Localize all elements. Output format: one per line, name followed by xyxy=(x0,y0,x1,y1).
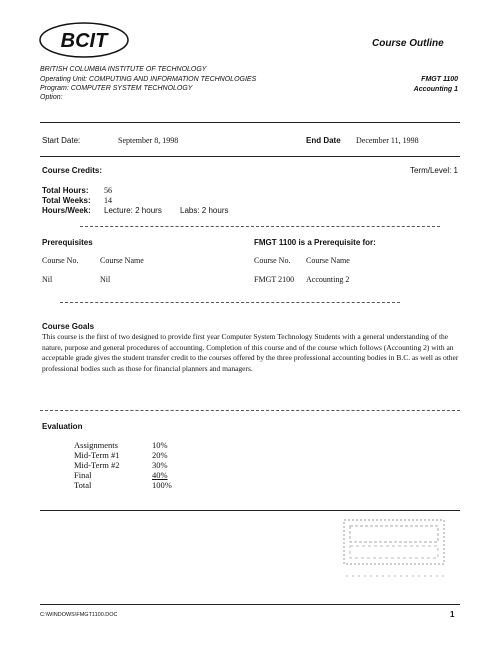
divider xyxy=(40,156,460,157)
eval-total-value: 100% xyxy=(152,480,172,490)
divider xyxy=(40,122,460,123)
prereq-row-course-no: Nil xyxy=(42,275,53,284)
total-hours-value: 56 xyxy=(104,186,112,195)
prereq-col-course-no: Course No. xyxy=(42,256,79,265)
prereq-for-col-course-name: Course Name xyxy=(306,256,350,265)
divider xyxy=(40,410,460,411)
eval-total-name: Total xyxy=(74,480,92,490)
start-date-label: Start Date: xyxy=(42,136,81,145)
divider xyxy=(80,226,440,227)
hours-week-label: Hours/Week: xyxy=(42,206,91,215)
eval-item-value: 30% xyxy=(152,460,168,470)
start-date-value: September 8, 1998 xyxy=(118,136,179,145)
lecture-hours: Lecture: 2 hours xyxy=(104,206,162,215)
divider xyxy=(40,604,460,605)
page-number: 1 xyxy=(450,610,455,619)
course-name: Accounting 1 xyxy=(413,86,458,93)
doc-title: Course Outline xyxy=(372,38,444,49)
course-credits-label: Course Credits: xyxy=(42,166,103,175)
end-date-value: December 11, 1998 xyxy=(356,136,419,145)
eval-item-name: Final xyxy=(74,470,92,480)
end-date-label: End Date xyxy=(306,136,341,145)
footer-file-path: C:\WINDOWS\FMGT1100.DOC xyxy=(40,612,118,618)
eval-item-name: Mid-Term #2 xyxy=(74,460,120,470)
operating-unit: Operating Unit: COMPUTING AND INFORMATION TECHNOLOGIES xyxy=(40,76,257,83)
eval-item-name: Mid-Term #1 xyxy=(74,450,120,460)
divider xyxy=(40,510,460,511)
prereq-row-course-name: Nil xyxy=(100,275,111,284)
evaluation-title: Evaluation xyxy=(42,422,83,431)
eval-item-value: 20% xyxy=(152,450,168,460)
institute-name: BRITISH COLUMBIA INSTITUTE OF TECHNOLOGY xyxy=(40,66,207,73)
total-hours-label: Total Hours: xyxy=(42,186,89,195)
eval-item-value: 40% xyxy=(152,470,168,480)
eval-item-value: 10% xyxy=(152,440,168,450)
prerequisites-title: Prerequisites xyxy=(42,238,93,247)
bcit-logo xyxy=(38,20,130,60)
term-level: Term/Level: 1 xyxy=(409,166,458,175)
course-goals-title: Course Goals xyxy=(42,322,95,331)
program: Program: COMPUTER SYSTEM TECHNOLOGY xyxy=(40,85,193,92)
option: Option: xyxy=(40,94,63,101)
lab-hours: Labs: 2 hours xyxy=(180,206,229,215)
eval-item-name: Assignments xyxy=(74,440,118,450)
total-weeks-label: Total Weeks: xyxy=(42,196,91,205)
prereq-col-course-name: Course Name xyxy=(100,256,144,265)
course-code: FMGT 1100 xyxy=(421,76,458,83)
logo-text: BCIT xyxy=(60,30,108,52)
course-goals-text: This course is the first of two designed to provide first year Computer System Technology Students with a general understanding of the nature, purpose and general procedures of accounting. Completion of this course and of the course which follows (Accounting 2) with an acceptable grade gives the student transfer credit to the courses offered by the three professional accounting bodies in B.C. as well as other professional bodies such as those for financial planners and managers. xyxy=(42,332,459,373)
prereq-for-row-course-name: Accounting 2 xyxy=(306,275,350,284)
received-stamp xyxy=(340,518,452,584)
prerequisite-for-title: FMGT 1100 is a Prerequisite for: xyxy=(254,238,376,247)
divider xyxy=(60,302,400,303)
total-weeks-value: 14 xyxy=(104,196,112,205)
prereq-for-col-course-no: Course No. xyxy=(254,256,291,265)
prereq-for-row-course-no: FMGT 2100 xyxy=(254,275,295,284)
